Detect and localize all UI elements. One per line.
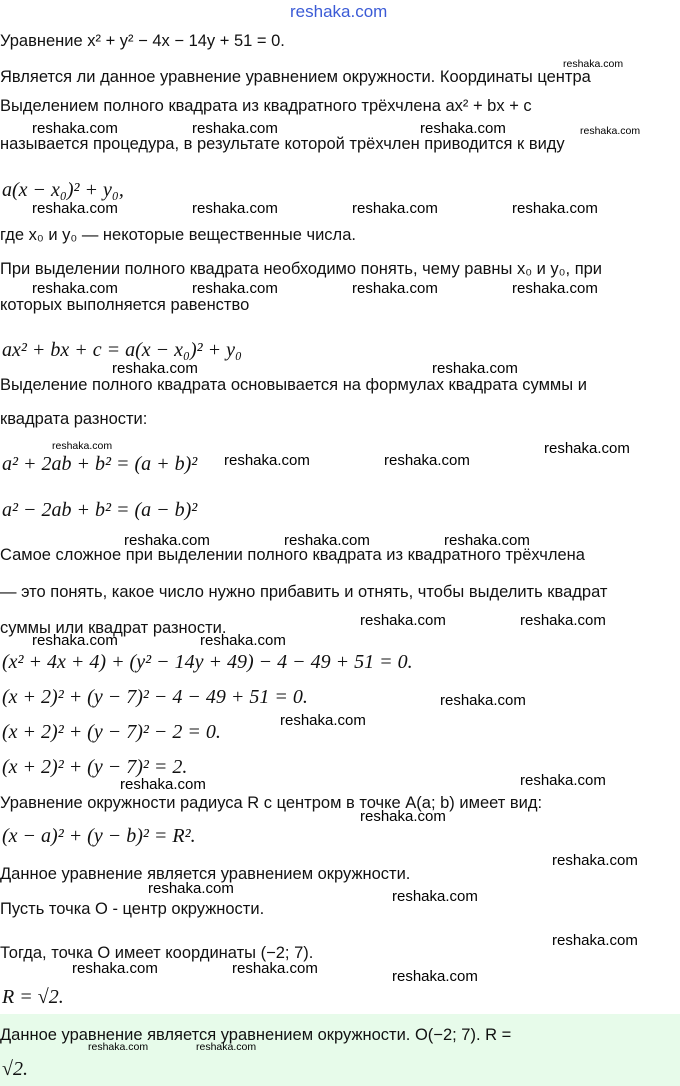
- watermark: reshaka.com: [32, 280, 118, 297]
- question-text: Является ли данное уравнение уравнением окружности. Координаты центра: [0, 68, 591, 86]
- watermark: reshaka.com: [440, 692, 526, 709]
- watermark: reshaka.com: [192, 120, 278, 137]
- watermark: reshaka.com: [120, 776, 206, 793]
- watermark: reshaka.com: [432, 360, 518, 377]
- formula-equality: ax² + bx + c = a(x − x₀)² + y₀: [2, 339, 242, 361]
- watermark: reshaka.com: [360, 612, 446, 629]
- hint-line-2: — это понять, какое число нужно прибавить и отнять, чтобы выделить квадрат: [0, 583, 608, 601]
- watermark: reshaka.com: [512, 280, 598, 297]
- solution-step-4: (x + 2)² + (y − 7)² = 2.: [2, 756, 188, 778]
- equation-intro: Уравнение x² + y² − 4x − 14y + 51 = 0.: [0, 32, 285, 50]
- watermark: reshaka.com: [232, 960, 318, 977]
- watermark: reshaka.com: [88, 1041, 149, 1053]
- solution-step-2: (x + 2)² + (y − 7)² − 4 − 49 + 51 = 0.: [2, 686, 308, 708]
- watermark: reshaka.com: [280, 712, 366, 729]
- watermark: reshaka.com: [112, 360, 198, 377]
- watermark: reshaka.com: [192, 200, 278, 217]
- watermark: reshaka.com: [72, 960, 158, 977]
- definition-note: где x₀ и y₀ — некоторые вещественные числа.: [0, 226, 356, 244]
- watermark: reshaka.com: [284, 532, 370, 549]
- solution-step-3: (x + 2)² + (y − 7)² − 2 = 0.: [2, 721, 221, 743]
- watermark: reshaka.com: [552, 852, 638, 869]
- explanation-line-1: При выделении полного квадрата необходимо понять, чему равны x₀ и y₀, при: [0, 260, 603, 278]
- formula-basis-line-1: Выделение полного квадрата основывается на формулах квадрата суммы и: [0, 376, 587, 394]
- circle-equation-text: Уравнение окружности радиуса R с центром в точке A(a; b) имеет вид:: [0, 794, 543, 812]
- watermark: reshaka.com: [200, 632, 286, 649]
- formula-sum-square: a² + 2ab + b² = (a + b)²: [2, 453, 198, 475]
- watermark: reshaka.com: [52, 440, 113, 452]
- answer-line-1: Данное уравнение является уравнением окружности. O(−2; 7). R =: [0, 1026, 512, 1044]
- center-point-text: Пусть точка O - центр окружности.: [0, 900, 265, 918]
- watermark: reshaka.com: [148, 880, 234, 897]
- watermark: reshaka.com: [196, 1041, 257, 1053]
- watermark: reshaka.com: [512, 200, 598, 217]
- formula-target-form: a(x − x₀)² + y₀,: [2, 179, 124, 201]
- answer-line-2: √2.: [2, 1058, 28, 1080]
- hint-line-1: Самое сложное при выделении полного квадрата из квадратного трёхчлена: [0, 546, 585, 564]
- explanation-line-2: которых выполняется равенство: [0, 296, 250, 314]
- watermark: reshaka.com: [32, 632, 118, 649]
- formula-diff-square: a² − 2ab + b² = (a − b)²: [2, 499, 198, 521]
- watermark: reshaka.com: [392, 968, 478, 985]
- solution-step-1: (x² + 4x + 4) + (y² − 14y + 49) − 4 − 49 + 51 = 0.: [2, 651, 413, 673]
- watermark: reshaka.com: [124, 532, 210, 549]
- center-coordinates-text: Тогда, точка O имеет координаты (−2; 7).: [0, 944, 314, 962]
- watermark: reshaka.com: [563, 58, 624, 70]
- watermark: reshaka.com: [224, 452, 310, 469]
- watermark: reshaka.com: [544, 440, 630, 457]
- watermark: reshaka.com: [360, 808, 446, 825]
- watermark: reshaka.com: [32, 200, 118, 217]
- watermark: reshaka.com: [580, 125, 641, 137]
- definition-line-1: Выделением полного квадрата из квадратного трёхчлена ax² + bx + c: [0, 97, 532, 115]
- watermark: reshaka.com: [420, 120, 506, 137]
- watermark: reshaka.com: [444, 532, 530, 549]
- watermark: reshaka.com: [520, 772, 606, 789]
- watermark: reshaka.com: [392, 888, 478, 905]
- conclusion-text: Данное уравнение является уравнением окружности.: [0, 865, 411, 883]
- watermark: reshaka.com: [520, 612, 606, 629]
- circle-equation-formula: (x − a)² + (y − b)² = R².: [2, 825, 196, 847]
- hint-line-3: суммы или квадрат разности.: [0, 619, 227, 637]
- radius-value: R = √2.: [2, 986, 64, 1008]
- site-watermark-top: reshaka.com: [290, 2, 388, 21]
- watermark: reshaka.com: [384, 452, 470, 469]
- watermark: reshaka.com: [352, 280, 438, 297]
- watermark: reshaka.com: [192, 280, 278, 297]
- formula-basis-line-2: квадрата разности:: [0, 410, 148, 428]
- definition-line-2: называется процедура, в результате которой трёхчлен приводится к виду: [0, 135, 565, 153]
- watermark: reshaka.com: [552, 932, 638, 949]
- watermark: reshaka.com: [352, 200, 438, 217]
- watermark: reshaka.com: [32, 120, 118, 137]
